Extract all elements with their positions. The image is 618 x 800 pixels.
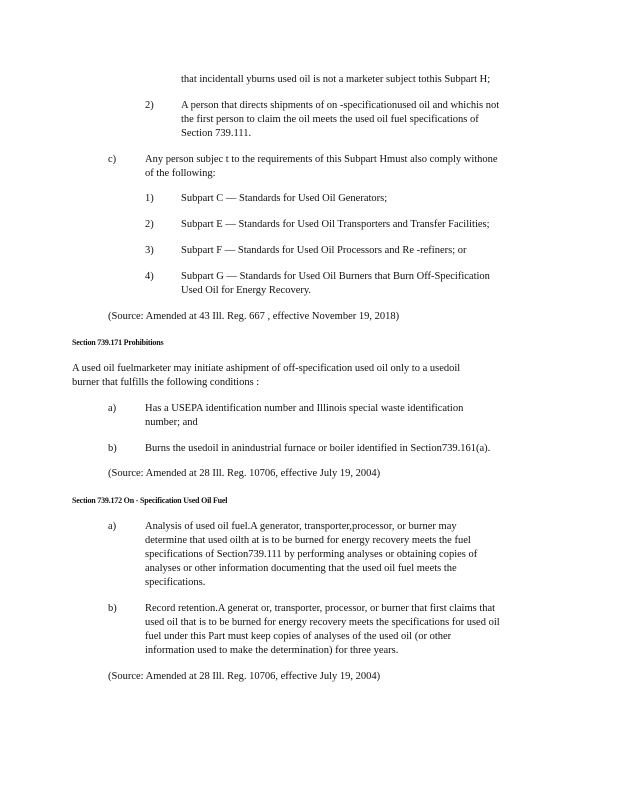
list-marker: 2) (145, 219, 154, 230)
list-item-line: Analysis of used oil fuel.A generator, transporter,processor, or burner may (145, 521, 457, 532)
list-marker: 4) (145, 271, 154, 282)
source-note: (Source: Amended at 28 Ill. Reg. 10706, effective July 19, 2004) (108, 671, 381, 682)
list-marker: a) (108, 403, 117, 414)
paragraph-line: A person that directs shipments of on -specificationused oil and whichis not (181, 100, 500, 111)
paragraph-line: the first person to claim the oil meets the used oil fuel specifications of (181, 114, 479, 125)
list-marker: a) (108, 521, 117, 532)
list-item-line: specifications of Section739.111 by performing analyses or obtaining copies of (145, 549, 478, 560)
list-item-line: Subpart G — Standards for Used Oil Burners that Burn Off-Specification (181, 271, 490, 282)
list-marker: 1) (145, 193, 154, 204)
list-item-line: Burns the usedoil in anindustrial furnace or boiler identified in Section739.161(a). (145, 443, 491, 454)
list-marker: c) (108, 154, 117, 165)
paragraph-line: burner that fulfills the following conditions : (72, 377, 260, 388)
list-item-line: Has a USEPA identification number and Illinois special waste identification (145, 403, 464, 414)
list-item-line: used oil that is to be burned for energy recovery meets the specifications for used oil (145, 617, 500, 628)
list-item-line: information used to make the determination) for three years. (145, 645, 399, 656)
paragraph-line: Section 739.111. (181, 128, 252, 139)
list-marker: b) (108, 603, 117, 614)
list-item-line: Subpart E — Standards for Used Oil Transporters and Transfer Facilities; (181, 219, 490, 230)
paragraph-line: A used oil fuelmarketer may initiate ashipment of off-specification used oil only to a usedoil (72, 363, 461, 374)
paragraph-line: of the following: (145, 168, 216, 179)
list-item-line: determine that used oilth at is to be burned for energy recovery meets the fuel (145, 535, 471, 546)
section-heading: Section 739.171 Prohibitions (72, 338, 164, 347)
list-marker: b) (108, 443, 117, 454)
list-item-line: number; and (145, 417, 198, 428)
list-item-line: specifications. (145, 577, 206, 588)
list-item-line: Subpart F — Standards for Used Oil Processors and Re -refiners; or (181, 245, 467, 256)
paragraph-line: Any person subjec t to the requirements of this Subpart Hmust also comply withone (145, 154, 498, 165)
list-item-line: analyses or other information documenting that the used oil fuel meets the (145, 563, 457, 574)
list-item-line: fuel under this Part must keep copies of analyses of the used oil (or other (145, 631, 452, 642)
continuation-line: that incidentall yburns used oil is not a marketer subject tothis Subpart H; (181, 74, 491, 85)
list-item-line: Used Oil for Energy Recovery. (181, 285, 312, 296)
list-marker: 3) (145, 245, 154, 256)
source-note: (Source: Amended at 28 Ill. Reg. 10706, effective July 19, 2004) (108, 468, 381, 479)
list-marker: 2) (145, 100, 154, 111)
source-note: (Source: Amended at 43 Ill. Reg. 667 , effective November 19, 2018) (108, 311, 400, 322)
section-heading: Section 739.172 On - Specification Used Oil Fuel (72, 496, 228, 505)
list-item-line: Record retention.A generat or, transporter, processor, or burner that first claims that (145, 603, 496, 614)
list-item-line: Subpart C — Standards for Used Oil Generators; (181, 193, 388, 204)
